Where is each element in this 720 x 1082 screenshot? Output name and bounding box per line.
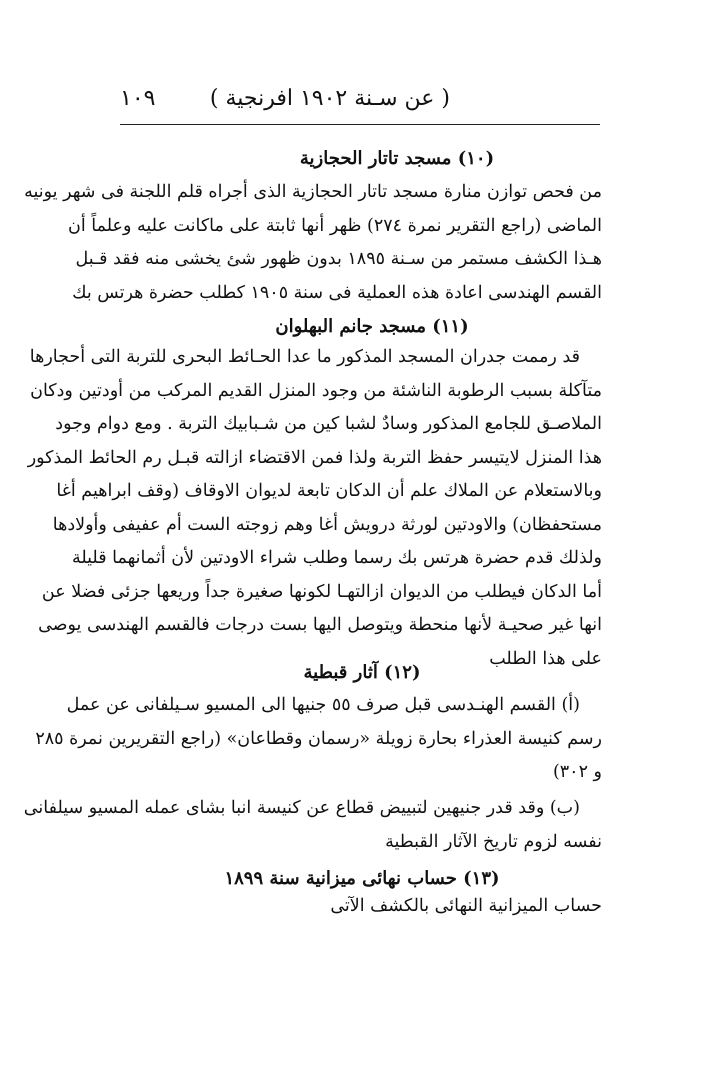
section-13 — [122, 866, 602, 892]
text-line: نفسه لزوم تاريخ الآثار القبطية — [385, 831, 602, 852]
text-line: ولذلك قدم حضرة هرتس بك رسما وطلب شراء الاودتين لأن أثمانهما قليلة — [71, 548, 602, 568]
section-12-item-a — [35, 689, 602, 790]
section-heading: (١٠) مسجد تاتار الحجازية — [299, 148, 495, 169]
text-line: انها غير صحيـة لأنها منحطة ويتوصل اليها بست درجات فالقسم الهندسى يوصى — [38, 615, 602, 635]
text-line: الماضى (راجع التقرير نمرة ٢٧٤) ظهر أنها ثابتة على ماكانت عليه وعلماً أن — [68, 215, 602, 236]
text-line: القسم الهندسى اعادة هذه العملية فى سنة ١٩٠٥ كطلب حضرة هرتس بك — [72, 282, 602, 303]
text-line: وبالاستعلام عن الملاك علم أن الدكان تابعة لديوان الاوقاف (وقف ابراهيم أغا — [56, 481, 602, 501]
text-line: (ب) وقد قدر جنيهين لتبييض قطاع عن كنيسة انبا بشاى عمله المسيو سيلفانى — [23, 798, 580, 818]
text-line: أما الدكان فيطلب من الديوان ازالتهـا لكونها صغيرة جداً وريعها جزئى فضلا عن — [41, 581, 602, 602]
section-heading: (١٣) حساب نهائى ميزانية سنة ١٨٩٩ — [224, 868, 500, 889]
text-line: من فحص توازن منارة مسجد تاتار الحجازية الذى أجراه قلم اللجنة فى شهر يونيه — [24, 182, 602, 202]
running-title: ( عن سـنة ١٩٠٢ افرنجية ) — [209, 86, 450, 111]
section-12 — [122, 660, 602, 686]
header-rule — [120, 124, 600, 125]
section-13-body — [122, 890, 602, 924]
section-11-body — [27, 341, 602, 676]
text-line: متآكلة بسبب الرطوبة الناشئة من وجود المنزل القديم المركب من أودتين ودكان — [30, 380, 602, 401]
section-10 — [122, 146, 602, 172]
text-line: الملاصـق للجامع المذكور وسادٌ لشبا كين من شـبابيك التربة . ومع دوام وجود — [55, 414, 602, 434]
section-10-body — [24, 176, 602, 310]
text-line: (أ) القسم الهنـدسى قبل صرف ٥٥ جنيها الى المسيو سـيلفانى عن عمل — [66, 695, 580, 715]
text-line: هـذا الكشف مستمر من سـنة ١٨٩٥ بدون ظهور شئ يخشى منه فقد قـبل — [75, 249, 602, 269]
section-heading: (١٢) آثار قبطية — [303, 662, 421, 683]
section-12-item-b — [23, 792, 602, 859]
text-line: هذا المنزل لايتيسر حفظ التربة ولذا فمن الاقتضاء ازالته قبـل رم الحائط المذكور — [27, 447, 602, 468]
text-line: و ٣٠٢) — [552, 762, 602, 782]
running-head — [100, 86, 600, 120]
text-line: على هذا الطلب — [489, 648, 602, 669]
section-heading: (١١) مسجد جانم البهلوان — [275, 316, 469, 337]
text-line: رسم كنيسة العذراء بحارة زويلة «رسمان وقطاعان» (راجع التقريرين نمرة ٢٨٥ — [35, 728, 602, 749]
text-line: حساب الميزانية النهائى بالكشف الآتى — [330, 896, 602, 916]
page-number: ١٠٩ — [120, 86, 156, 111]
text-line: قد رممت جدران المسجد المذكور ما عدا الحـائط البحرى للتربة التى أحجارها — [29, 347, 580, 367]
text-line: مستحفظان) والاودتين لورثة درويش أغا وهم زوجته الست أم عفيفى وأولادها — [52, 514, 602, 535]
section-11 — [122, 314, 602, 340]
